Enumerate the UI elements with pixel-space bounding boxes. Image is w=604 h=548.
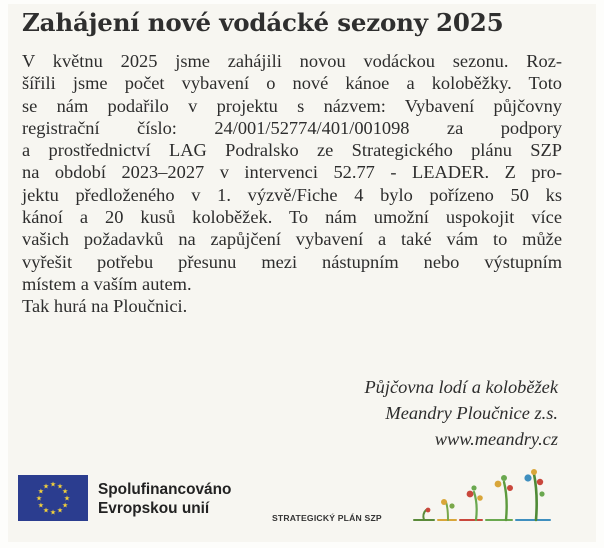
eu-star-icon: ★: [56, 506, 64, 515]
body-line: V květnu 2025 jsme zahájili novou vodáckou sezonu. Roz-: [22, 51, 562, 71]
body-line: vyřešit potřebu přesunu mezi nástupním nebo výstupním: [22, 251, 562, 272]
szp-sprouts-logo-icon: [408, 468, 558, 530]
eu-star-icon: ★: [63, 494, 71, 503]
eu-label-line2: Evropskou unií: [98, 500, 210, 517]
eu-star-icon: ★: [42, 482, 50, 491]
eu-star-icon: ★: [56, 482, 64, 491]
body-line: místem a vaším autem.: [22, 273, 192, 294]
body-line: Tak hurá na Ploučnici.: [22, 296, 188, 317]
body-line: šířili jsme počet vybavení o nové kánoe a koloběžky. Toto: [22, 73, 562, 94]
article-title: Zahájení nové vodácké sezony 2025: [22, 8, 504, 37]
eu-label-line1: Spolufinancováno: [98, 481, 232, 498]
body-line: a prostřednictví LAG Podralsko ze Strategického plánu SZP: [22, 140, 562, 161]
eu-star-icon: ★: [35, 494, 43, 503]
signature-name: Meandry Ploučnice z.s.: [385, 403, 558, 423]
eu-star-icon: ★: [42, 506, 50, 515]
eu-star-icon: ★: [49, 480, 57, 489]
body-line: jektu předloženého v 1. výzvě/Fiche 4 bylo pořízeno 50 ks: [22, 184, 562, 205]
eu-flag-icon: [18, 475, 88, 521]
body-line: kánoí a 20 kusů koloběžek. To nám umožní uspokojit více: [22, 207, 562, 228]
signature-website: www.meandry.cz: [434, 429, 558, 449]
eu-star-icon: ★: [37, 501, 45, 510]
eu-cofinanced-label: [98, 480, 231, 518]
body-line: na období 2023–2027 v intervenci 52.77 - LEADER. Z pro-: [22, 162, 562, 183]
eu-star-icon: ★: [61, 501, 69, 510]
eu-star-icon: ★: [49, 508, 57, 517]
body-line: registrační číslo: 24/001/52774/401/001098 za podpory: [22, 117, 562, 138]
article-body: [22, 50, 562, 318]
signature-block: [364, 374, 558, 452]
body-line: se nám podařilo v projektu s názvem: Vybavení půjčovny: [22, 95, 562, 116]
body-line: vašich požadavků na zapůjčení vybavení a také vám to může: [22, 229, 562, 250]
eu-star-icon: ★: [61, 487, 69, 496]
eu-star-icon: ★: [37, 487, 45, 496]
signature-organization: Půjčovna lodí a koloběžek: [364, 377, 558, 397]
szp-label: STRATEGICKÝ PLÁN SZP: [272, 513, 382, 523]
